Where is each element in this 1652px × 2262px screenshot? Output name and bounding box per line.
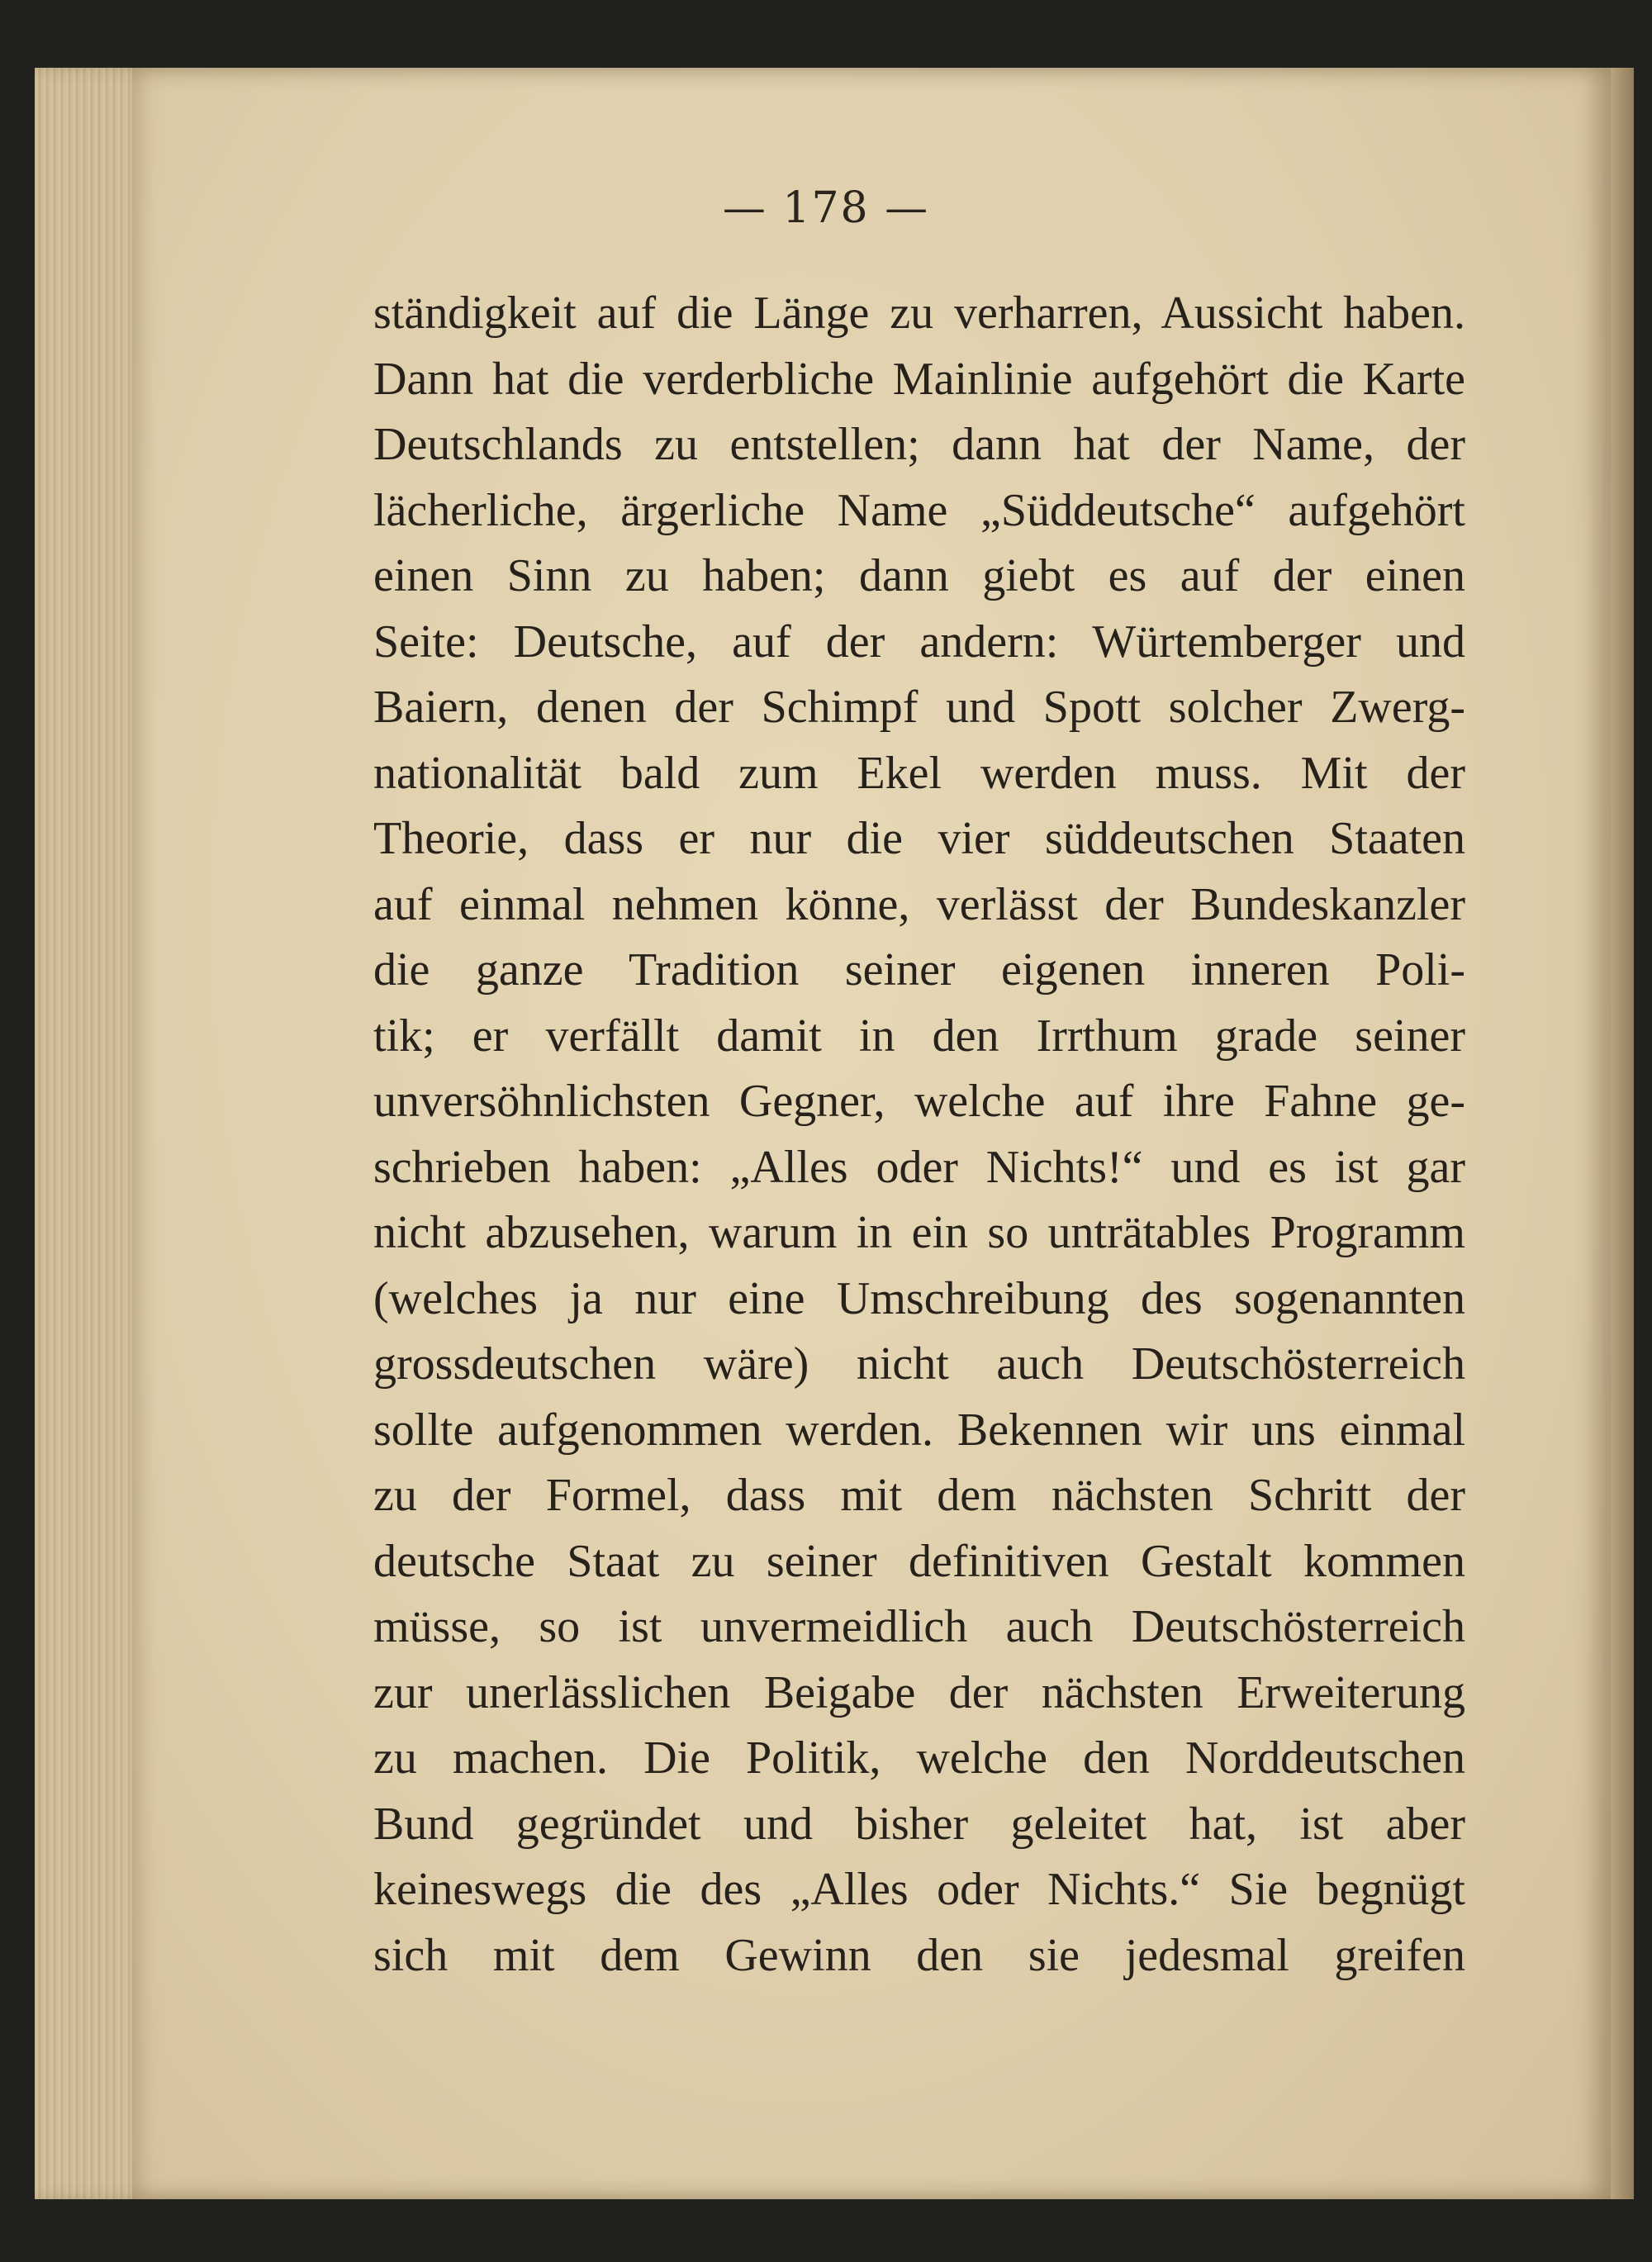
text-line: sollte aufgenommen werden. Bekennen wir uns einmal — [373, 1404, 1465, 1456]
text-line: unversöhnlichsten Gegner, welche auf ihre Fahne ge- — [373, 1076, 1465, 1127]
page-number: — 178 — — [722, 183, 930, 233]
text-line: zu machen. Die Politik, welche den Norddeutschen — [373, 1732, 1465, 1784]
text-line: schrieben haben: „Alles oder Nichts!“ und es ist gar — [373, 1141, 1465, 1193]
text-line: tik; er verfällt damit in den Irrthum grade seiner — [373, 1010, 1465, 1062]
text-line: nicht abzusehen, warum in ein so unträtables Programm — [373, 1207, 1465, 1258]
gutter-shadow — [1611, 68, 1634, 2199]
text-line: ständigkeit auf die Länge zu verharren, Aussicht haben. — [373, 288, 1465, 339]
text-line: zur unerlässlichen Beigabe der nächsten Erweiterung — [373, 1666, 1465, 1718]
text-line: zu der Formel, dass mit dem nächsten Schritt der — [373, 1470, 1465, 1521]
text-line: Baiern, denen der Schimpf und Spott solcher Zwerg- — [373, 682, 1465, 733]
text-line: Seite: Deutsche, auf der andern: Würtemberger und — [373, 615, 1465, 668]
text-line: deutsche Staat zu seiner definitiven Gestalt kommen — [373, 1535, 1465, 1587]
text-line: Deutschlands zu entstellen; dann hat der Name, der — [373, 419, 1465, 470]
text-line: keineswegs die des „Alles oder Nichts.“ Sie begnügt — [373, 1864, 1465, 1915]
text-line: Bund gegründet und bisher geleitet hat, ist aber — [373, 1798, 1465, 1850]
text-line: auf einmal nehmen könne, verlässt der Bundeskanzler — [373, 878, 1465, 930]
text-line: Dann hat die verderbliche Mainlinie aufgehört die Karte — [373, 353, 1465, 405]
text-line: nationalität bald zum Ekel werden muss. Mit der — [373, 747, 1465, 799]
text-line: grossdeutschen wäre) nicht auch Deutschösterreich — [373, 1338, 1465, 1390]
text-line: müsse, so ist unvermeidlich auch Deutschösterreich — [373, 1601, 1465, 1652]
text-line: (welches ja nur eine Umschreibung des sogenannten — [373, 1272, 1465, 1324]
text-line: Theorie, dass er nur die vier süddeutschen Staaten — [373, 813, 1465, 864]
page-body-text — [373, 281, 1465, 1989]
text-line: sich mit dem Gewinn den sie jedesmal greifen — [373, 1929, 1465, 1981]
text-line: einen Sinn zu haben; dann giebt es auf der einen — [373, 550, 1465, 601]
text-line: lächerliche, ärgerliche Name „Süddeutsche“ aufgehört — [373, 484, 1465, 536]
text-line: die ganze Tradition seiner eigenen inneren Poli- — [373, 944, 1465, 996]
